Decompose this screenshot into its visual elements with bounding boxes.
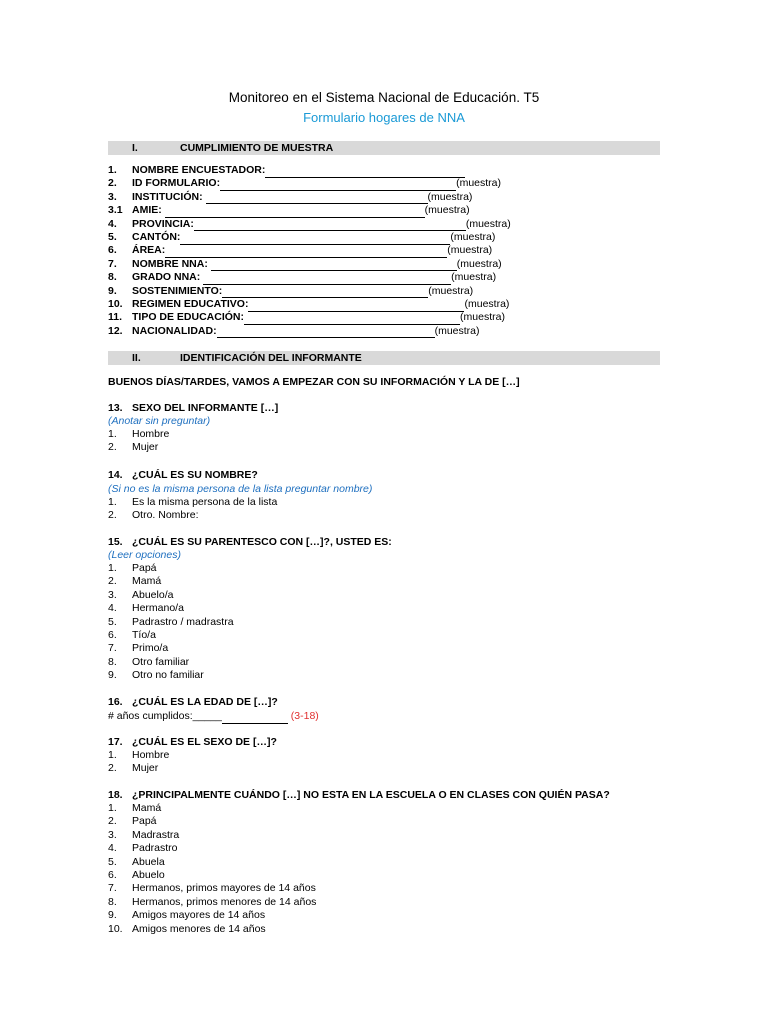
instruction-text: (Leer opciones) — [108, 549, 181, 561]
field-label-group — [132, 244, 492, 258]
section-header-muestra — [108, 141, 660, 155]
field-number: 5. — [108, 231, 117, 243]
section-header-informante — [108, 351, 660, 365]
option-label: Madrastra — [132, 828, 180, 841]
option-number: 9. — [108, 669, 117, 682]
question-number: 15. — [108, 536, 123, 548]
field-label-group — [132, 218, 511, 232]
field-number: 1. — [108, 164, 117, 176]
field-label-group — [132, 285, 473, 299]
option-number: 6. — [108, 869, 117, 881]
field-input-line[interactable] — [265, 166, 465, 178]
field-label: NOMBRE NNA: — [132, 257, 211, 270]
field-suffix: (muestra) — [451, 271, 497, 284]
field-label-group — [132, 231, 495, 245]
option-label: Abuelo/a — [132, 588, 174, 601]
field-label: TIPO DE EDUCACIÓN: — [132, 311, 245, 324]
question-number: 14. — [108, 469, 123, 481]
field-label: REGIMEN EDUCATIVO: — [132, 298, 249, 310]
option-label: Abuelo — [132, 869, 165, 881]
question-number: 16. — [108, 696, 123, 708]
field-input-line[interactable] — [165, 246, 447, 258]
instruction-text: (Si no es la misma persona de la lista preguntar nombre) — [108, 483, 373, 495]
question-text: SEXO DEL INFORMANTE […] — [132, 402, 279, 414]
option-label: Padrastro / madrastra — [132, 615, 234, 628]
option-number: 8. — [108, 895, 117, 908]
field-suffix: (muestra) — [428, 284, 474, 297]
field-input-line[interactable] — [244, 313, 460, 325]
field-number: 10. — [108, 298, 123, 310]
field-label-group — [132, 191, 472, 205]
option-label: Primo/a — [132, 642, 169, 655]
field-label: ÁREA: — [132, 244, 166, 257]
field-suffix: (muestra) — [434, 324, 480, 337]
instruction-text: (Anotar sin preguntar) — [108, 415, 211, 427]
field-number: 3.1 — [108, 204, 123, 217]
option-number: 7. — [108, 642, 117, 655]
field-label-group — [132, 177, 501, 191]
question-number: 17. — [108, 736, 123, 748]
option-number: 5. — [108, 855, 117, 868]
section-title: CUMPLIMIENTO DE MUESTRA — [180, 142, 334, 154]
option-label: Hermano/a — [132, 602, 184, 615]
option-label: Amigos menores de 14 años — [132, 922, 266, 935]
question-number: 13. — [108, 402, 123, 414]
field-input-line[interactable] — [248, 300, 464, 312]
option-number: 10. — [108, 922, 123, 935]
option-number: 3. — [108, 588, 117, 601]
field-suffix: (muestra) — [460, 311, 505, 324]
field-label-group — [132, 271, 496, 285]
intro-text: BUENOS DÍAS/TARDES, VAMOS A EMPEZAR CON SU INFORMACIÓN Y LA DE […] — [108, 376, 520, 388]
field-label-group — [132, 204, 470, 218]
section-number: I. — [132, 142, 138, 154]
field-label: CANTÓN: — [132, 231, 181, 243]
field-label: PROVINCIA: — [132, 217, 194, 230]
field-suffix: (muestra) — [465, 217, 511, 230]
field-label-group — [132, 298, 509, 312]
field-suffix: (muestra) — [447, 244, 493, 257]
option-number: 2. — [108, 815, 117, 828]
field-label-group — [132, 258, 502, 272]
field-label-group — [132, 311, 505, 325]
age-range: (3-18) — [290, 710, 319, 722]
field-number: 6. — [108, 244, 117, 257]
field-label: NACIONALIDAD: — [132, 324, 217, 337]
question-text: ¿PRINCIPALMENTE CUÁNDO […] NO ESTA EN LA ESCUELA O EN CLASES CON QUIÉN PASA? — [132, 789, 610, 801]
field-label: SOSTENIMIENTO: — [132, 284, 223, 297]
option-number: 3. — [108, 828, 117, 841]
field-number: 11. — [108, 311, 123, 324]
field-label: AMIE: — [132, 204, 165, 217]
field-label: NOMBRE ENCUESTADOR: — [132, 164, 266, 176]
field-number: 8. — [108, 271, 117, 284]
section-title: IDENTIFICACIÓN DEL INFORMANTE — [180, 352, 362, 364]
field-number: 2. — [108, 177, 117, 190]
field-input-line[interactable] — [194, 219, 466, 231]
field-number: 9. — [108, 284, 117, 297]
field-input-line[interactable] — [211, 259, 457, 271]
option-number: 5. — [108, 615, 117, 628]
option-label: Papá — [132, 815, 157, 828]
option-number: 7. — [108, 882, 117, 895]
option-label: Mujer — [132, 762, 159, 775]
option-number: 1. — [108, 802, 117, 814]
field-number: 4. — [108, 217, 117, 230]
field-input-line[interactable] — [217, 326, 435, 338]
option-label: Hermanos, primos mayores de 14 años — [132, 882, 316, 895]
option-number: 2. — [108, 575, 117, 588]
field-input-line[interactable] — [222, 286, 428, 298]
section-number: II. — [132, 352, 141, 364]
question-number: 18. — [108, 789, 123, 801]
field-label: ID FORMULARIO: — [132, 177, 221, 190]
field-number: 12. — [108, 324, 123, 337]
field-input-line[interactable] — [165, 206, 425, 218]
field-input-line[interactable] — [203, 273, 451, 285]
question-text: ¿CUÁL ES EL SEXO DE […]? — [132, 736, 277, 748]
field-number: 7. — [108, 257, 117, 270]
option-label: Otro no familiar — [132, 669, 204, 682]
option-label: Mujer — [132, 441, 159, 454]
option-label: Abuela — [132, 855, 165, 868]
option-number: 9. — [108, 909, 117, 922]
document-title: Monitoreo en el Sistema Nacional de Educación. T5 — [228, 90, 540, 105]
option-number: 8. — [108, 655, 117, 668]
question-text: ¿CUÁL ES LA EDAD DE […]? — [132, 696, 278, 708]
option-label: Papá — [132, 562, 157, 574]
field-number: 3. — [108, 190, 117, 203]
age-label: # años cumplidos:_____ — [108, 710, 222, 722]
field-suffix: (muestra) — [424, 204, 470, 217]
option-label: Tío/a — [132, 629, 156, 641]
option-number: 1. — [108, 562, 117, 574]
option-label: Hermanos, primos menores de 14 años — [132, 895, 317, 908]
option-number: 4. — [108, 602, 117, 615]
field-input-line[interactable] — [206, 192, 428, 204]
field-input-line[interactable] — [180, 233, 450, 245]
option-label: Amigos mayores de 14 años — [132, 909, 266, 922]
document-subtitle: Formulario hogares de NNA — [303, 110, 465, 125]
option-label: Padrastro — [132, 842, 178, 855]
option-number: 6. — [108, 629, 117, 641]
question-text: ¿CUÁL ES SU NOMBRE? — [132, 469, 258, 481]
field-suffix: (muestra) — [450, 231, 496, 243]
field-suffix: (muestra) — [456, 257, 502, 270]
field-suffix: (muestra) — [456, 177, 502, 190]
option-label: Hombre — [132, 428, 170, 440]
option-number: 1. — [108, 496, 117, 508]
age-input-line[interactable] — [222, 712, 288, 724]
option-number: 4. — [108, 842, 117, 855]
option-label: Otro familiar — [132, 655, 190, 668]
field-label-group — [132, 325, 480, 339]
option-number: 2. — [108, 509, 117, 522]
option-number: 1. — [108, 428, 117, 440]
field-label-group — [132, 164, 465, 178]
field-label: GRADO NNA: — [132, 271, 204, 284]
field-label: INSTITUCIÓN: — [132, 190, 206, 203]
field-suffix: (muestra) — [427, 190, 473, 203]
option-label: Mamá — [132, 802, 162, 814]
option-label: Hombre — [132, 749, 170, 761]
field-input-line[interactable] — [220, 179, 456, 191]
question-text: ¿CUÁL ES SU PARENTESCO CON […]?, USTED ES: — [132, 536, 392, 548]
field-suffix: (muestra) — [464, 298, 510, 310]
option-number: 1. — [108, 749, 117, 761]
option-label: Mamá — [132, 575, 162, 588]
option-label: Otro. Nombre: — [132, 509, 199, 522]
option-number: 2. — [108, 441, 117, 454]
option-label: Es la misma persona de la lista — [132, 496, 278, 508]
option-number: 2. — [108, 762, 117, 775]
age-answer — [108, 710, 319, 724]
